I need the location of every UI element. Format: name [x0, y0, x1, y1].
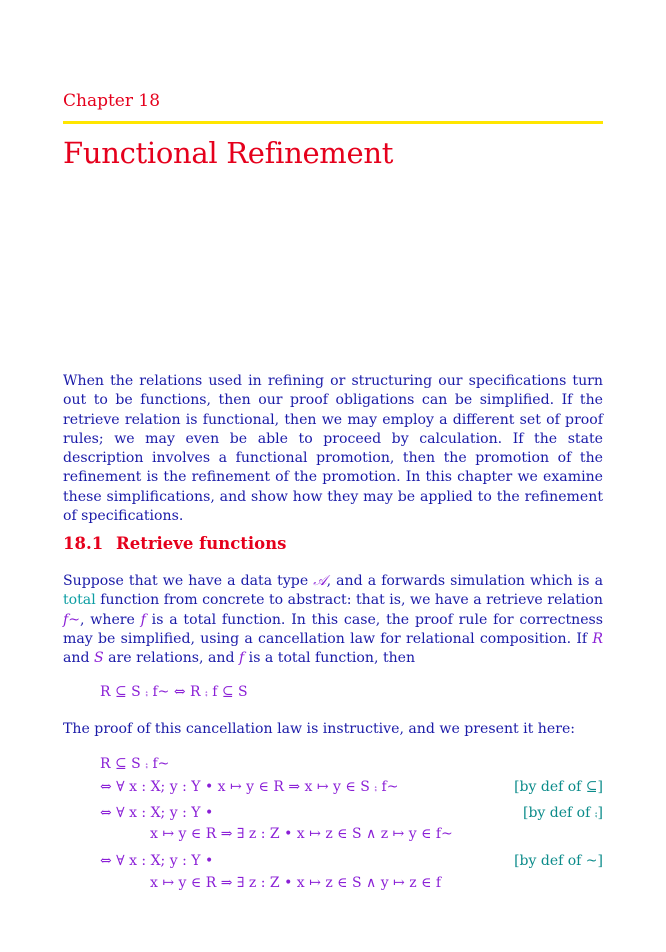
text-run: , and a forwards simulation which is a: [326, 573, 603, 589]
intro-paragraph: When the relations used in refining or structuring our specifications turn out to be functions, then our proof obligations can be simplified. If the retrieve relation is functional, then we may employ a different set of proof rules; we may even be able to proceed by calculation. If the state description involves a functional promotion, then the promotion of the refinement is the refinement of the promotion. In this chapter we examine these simplifications, and show how they may be applied to the refinement of specifications.: [63, 373, 603, 525]
proof-line: x ↦ y ∈ R ⇒ ∃ z : Z • x ↦ z ∈ S ∧ y ↦ z ∈ f: [150, 875, 442, 891]
text-run: are relations, and: [103, 650, 239, 667]
proof-intro-paragraph: The proof of this cancellation law is instructive, and we present it here:: [63, 721, 576, 737]
math-f: f: [63, 611, 69, 628]
text-run: , where: [80, 611, 141, 628]
proof-line: ⇔ ∀ x : X; y : Y •: [100, 805, 214, 821]
math-converse: ~: [68, 611, 81, 628]
proof-line: ⇔ ∀ x : X; y : Y •: [100, 853, 214, 869]
retrieve-paragraph: [63, 572, 603, 668]
proof-justification: [by def of ~]: [514, 853, 603, 869]
section-title: Retrieve functions: [116, 534, 287, 553]
math-f: f: [238, 650, 245, 667]
math-f: f: [140, 611, 146, 628]
chapter-title: Functional Refinement: [63, 136, 394, 170]
text-run: Suppose that we have a data type: [63, 573, 314, 589]
math-datatype: 𝒜: [313, 573, 327, 589]
section-number: 18.1: [63, 534, 104, 553]
keyword-total: total: [63, 592, 96, 609]
proof-line: R ⊆ S ⨾ f~: [100, 756, 170, 772]
proof-line: ⇔ ∀ x : X; y : Y • x ↦ y ∈ R ⇒ x ↦ y ∈ S ⨾ f~: [100, 779, 399, 795]
chapter-rule: [63, 121, 603, 124]
text-run: is a total function, then: [244, 650, 416, 667]
section-heading: [63, 534, 286, 553]
cancellation-law: R ⊆ S ⨾ f~ ⇔ R ⨾ f ⊆ S: [100, 684, 248, 700]
proof-justification: [by def of ⨾]: [523, 805, 603, 821]
text-run: is a total function. In this case, the proof rule for correctness may be simplified, using a cancellation law for relational composition. If: [63, 611, 604, 647]
text-run: function from concrete to abstract: that is, we have a retrieve relation: [95, 592, 603, 609]
text-run: and: [63, 650, 94, 667]
proof-justification: [by def of ⊆]: [514, 779, 603, 795]
chapter-label: Chapter 18: [63, 91, 161, 111]
proof-line: x ↦ y ∈ R ⇒ ∃ z : Z • x ↦ z ∈ S ∧ z ↦ y ∈ f~: [150, 826, 453, 842]
math-R: R: [592, 630, 603, 647]
math-S: S: [93, 650, 104, 667]
